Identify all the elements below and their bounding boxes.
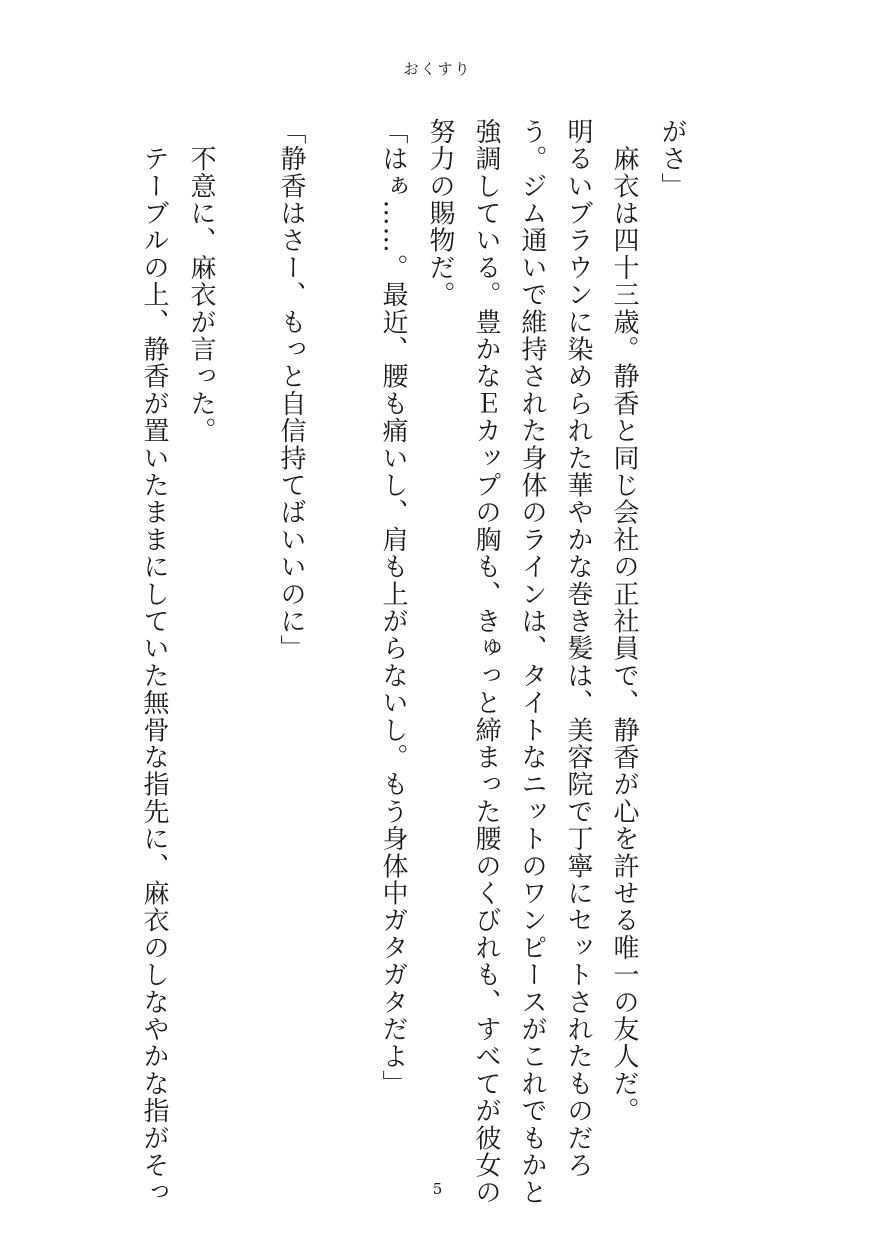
text-line-8: 「静香はさー、もっと自信持てばいいのに」 <box>276 118 306 662</box>
text-line-4: う。ジム通いで維持された身体のラインは、タイトなニットのワンピースがこれでもかと <box>517 118 547 1206</box>
vertical-text-body <box>125 118 687 1206</box>
text-line-2: 麻衣は四十三歳。静香と同じ会社の正社員で、静香が心を許せる唯一の友人だ。 <box>609 118 639 1125</box>
running-head-title: おくすり <box>403 60 472 78</box>
text-line-6: 努力の賜物だ。 <box>425 118 455 309</box>
text-line-9: 不意に、麻衣が言った。 <box>186 118 216 445</box>
page-number: 5 <box>432 1180 443 1198</box>
text-line-3: 明るいブラウンに染められた華やかな巻き髪は、美容院で丁寧にセットされたものだろ <box>563 118 593 1179</box>
text-line-7: 「はぁ……。最近、腰も痛いし、肩も上がらないし。もう身体中ガタガタだよ」 <box>378 118 408 1098</box>
text-line-10: テーブルの上、静香が置いたままにしていた無骨な指先に、麻衣のしなやかな指がそっ <box>139 118 169 1206</box>
text-line-5: 強調している。豊かなＥカップの胸も、きゅっと締まった腰のくびれも、すべてが彼女の <box>471 118 501 1206</box>
text-line-1: がさ」 <box>657 118 687 200</box>
